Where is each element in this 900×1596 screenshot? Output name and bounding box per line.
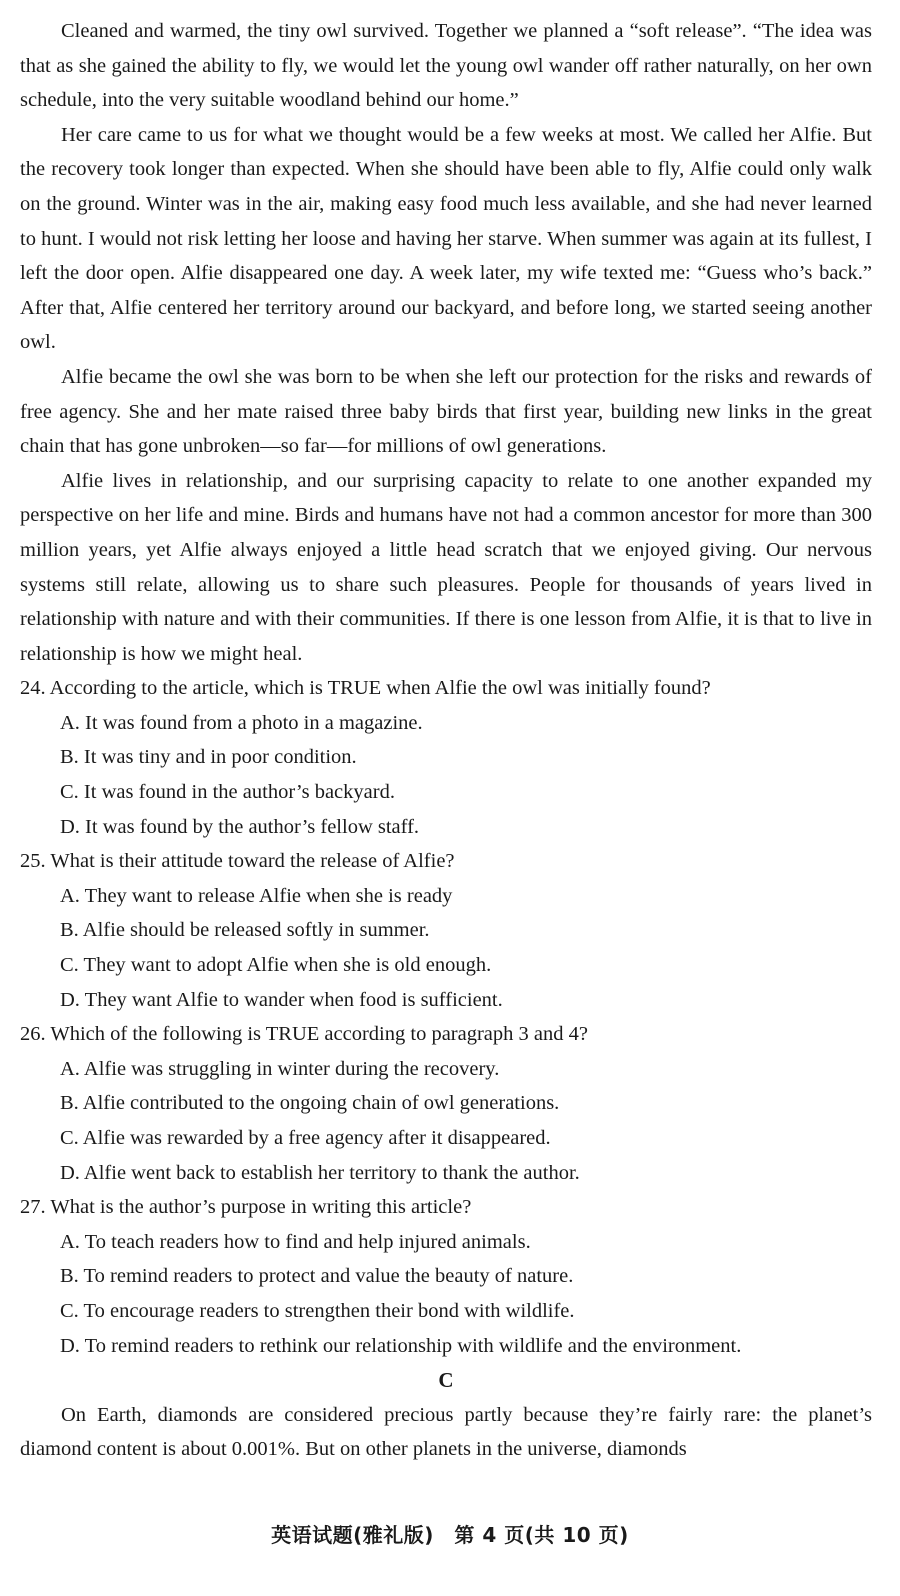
question-list: [20, 671, 872, 1363]
question-stem: 27. What is the author’s purpose in writing this article?: [20, 1196, 472, 1219]
option-d: D. They want Alfie to wander when food is sufficient.: [60, 988, 503, 1011]
question-stem: 24. According to the article, which is TRUE when Alfie the owl was initially found?: [20, 677, 711, 700]
option-b: B. It was tiny and in poor condition.: [60, 746, 357, 769]
question-stem: 25. What is their attitude toward the release of Alfie?: [20, 850, 455, 873]
passage-paragraph: Her care came to us for what we thought would be a few weeks at most. We called her Alfie. But the recovery took longer than expected. When she should have been able to fly, Alfie could only walk on the ground. Winter was in the air, making easy food much less available, and she had never learned to hunt. I would not risk letting her loose and having her starve. When summer was again at its fullest, I left the door open. Alfie disappeared one day. A week later, my wife texted me: “Guess who’s back.” After that, Alfie centered her territory around our backyard, and before long, we started seeing another owl.: [20, 123, 872, 354]
passage-paragraph: Alfie became the owl she was born to be when she left our protection for the risks and rewards of free agency. She and her mate raised three baby birds that first year, building new links in the great chain that has gone unbroken—so far—for millions of owl generations.: [20, 365, 872, 458]
option-c: C. It was found in the author’s backyard.: [60, 781, 395, 804]
section-c: [20, 1363, 872, 1467]
option-c: C. They want to adopt Alfie when she is old enough.: [60, 954, 492, 977]
page-content: [20, 14, 872, 1467]
section-heading: C: [438, 1368, 454, 1393]
passage: [20, 14, 872, 671]
passage-paragraph: Cleaned and warmed, the tiny owl survived. Together we planned a “soft release”. “The idea was that as she gained the ability to fly, we would let the young owl wander off rather naturally, on her own schedule, into the very suitable woodland behind our home.”: [20, 20, 872, 112]
option-b: B. Alfie contributed to the ongoing chain of owl generations.: [60, 1092, 560, 1115]
option-b: B. To remind readers to protect and value the beauty of nature.: [60, 1265, 574, 1288]
question-25: [20, 844, 872, 1017]
question-26: [20, 1017, 872, 1190]
passage-paragraph: On Earth, diamonds are considered precious partly because they’re fairly rare: the planet’s diamond content is about 0.001%. But on other planets in the universe, diamonds: [20, 1403, 872, 1461]
question-27: [20, 1190, 872, 1363]
option-d: D. To remind readers to rethink our relationship with wildlife and the environment.: [60, 1334, 742, 1357]
option-d: D. It was found by the author’s fellow staff.: [60, 815, 420, 838]
question-stem: 26. Which of the following is TRUE according to paragraph 3 and 4?: [20, 1023, 588, 1046]
question-24: [20, 671, 872, 844]
option-a: A. It was found from a photo in a magazine.: [60, 711, 423, 734]
option-a: A. They want to release Alfie when she is ready: [60, 884, 453, 907]
page-footer: 英语试题(雅礼版) 第 4 页(共 10 页): [271, 1523, 629, 1547]
option-d: D. Alfie went back to establish her territory to thank the author.: [60, 1161, 580, 1184]
option-a: A. To teach readers how to find and help injured animals.: [60, 1230, 531, 1253]
option-c: C. Alfie was rewarded by a free agency after it disappeared.: [60, 1127, 551, 1149]
option-c: C. To encourage readers to strengthen their bond with wildlife.: [60, 1299, 575, 1322]
option-a: A. Alfie was struggling in winter during the recovery.: [60, 1057, 500, 1080]
option-b: B. Alfie should be released softly in summer.: [60, 919, 430, 942]
passage-paragraph: Alfie lives in relationship, and our surprising capacity to relate to one another expanded my perspective on her life and mine. Birds and humans have not had a common ancestor for more than 300 million years, yet Alfie always enjoyed a little head scratch that we enjoyed giving. Our nervous systems still relate, allowing us to share such pleasures. People for thousands of years lived in relationship with nature and with their communities. If there is one lesson from Alfie, it is that to live in relationship is how we might heal.: [20, 469, 872, 665]
